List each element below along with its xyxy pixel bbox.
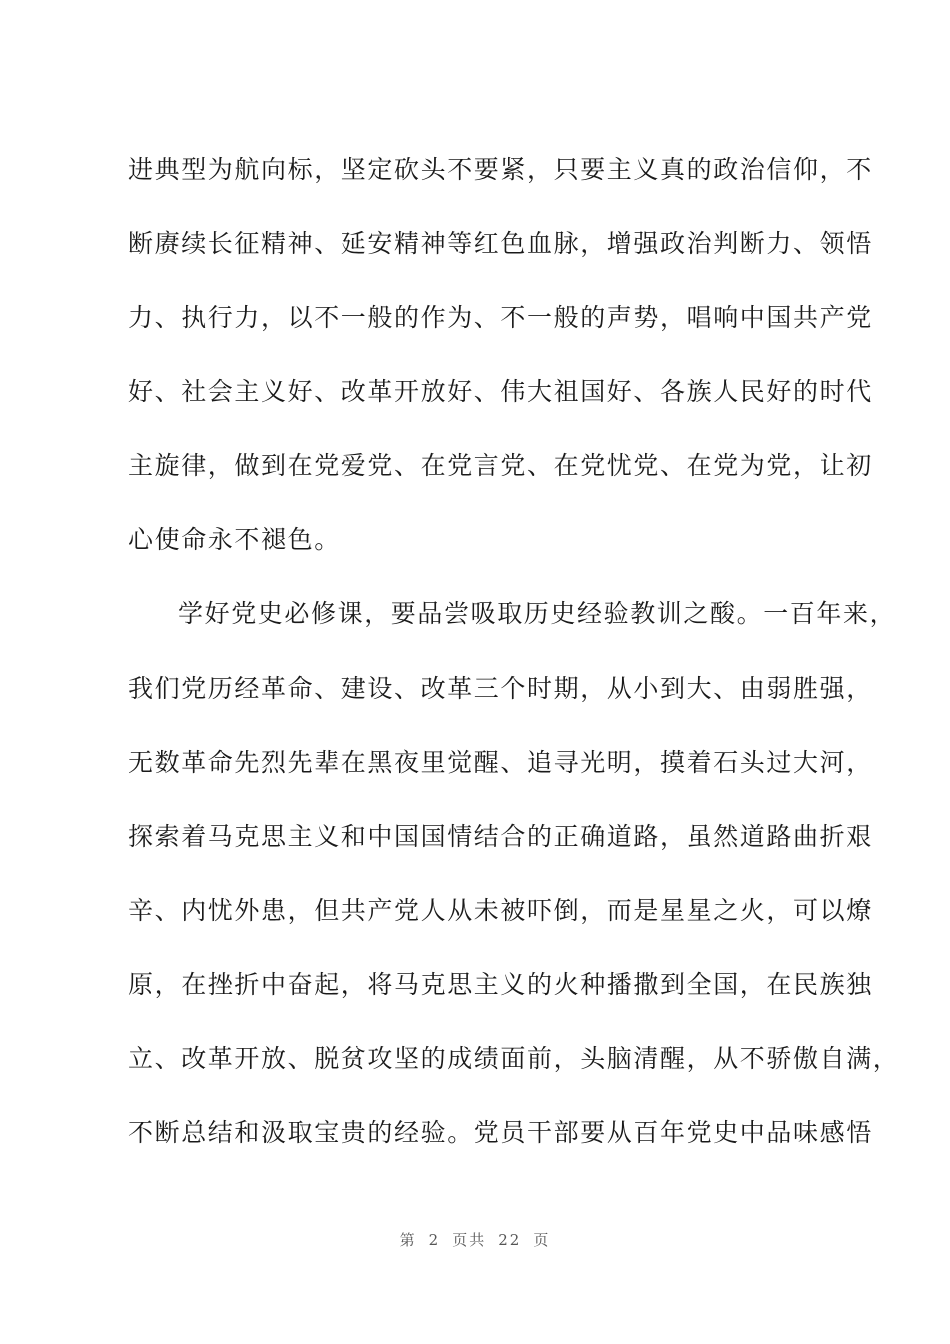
page-footer xyxy=(0,1229,950,1250)
text-line: 心使命永不褪色。 xyxy=(128,525,341,554)
text-line: 力、执行力，以不一般的作为、不一般的声势，唱响中国共产党 xyxy=(128,303,873,332)
page-total: 22 xyxy=(498,1231,522,1249)
text-line: 主旋律，做到在党爱党、在党言党、在党忧党、在党为党，让初 xyxy=(128,451,873,480)
footer-middle: 页共 xyxy=(452,1231,487,1249)
text-line: 断赓续长征精神、延安精神等红色血脉，增强政治判断力、领悟 xyxy=(128,229,873,258)
text-line: 我们党历经革命、建设、改革三个时期，从小到大、由弱胜强， xyxy=(128,674,873,703)
text-line: 不断总结和汲取宝贵的经验。党员干部要从百年党史中品味感悟 xyxy=(128,1118,873,1147)
footer-prefix: 第 xyxy=(399,1231,417,1249)
text-line: 无数革命先烈先辈在黑夜里觉醒、追寻光明，摸着石头过大河， xyxy=(128,748,873,777)
text-line: 探索着马克思主义和中国国情结合的正确道路，虽然道路曲折艰 xyxy=(128,822,873,851)
text-line: 辛、内忧外患，但共产党人从未被吓倒，而是星星之火，可以燎 xyxy=(128,896,873,925)
page-number: 2 xyxy=(428,1231,441,1249)
text-line: 进典型为航向标，坚定砍头不要紧，只要主义真的政治信仰，不 xyxy=(128,155,873,184)
text-line: 原，在挫折中奋起，将马克思主义的火种播撒到全国，在民族独 xyxy=(128,970,873,999)
text-line: 好、社会主义好、改革开放好、伟大祖国好、各族人民好的时代 xyxy=(128,377,873,406)
paragraph-first-line: 学好党史必修课，要品尝吸取历史经验教训之酸。一百年来， xyxy=(178,599,897,628)
footer-suffix: 页 xyxy=(533,1231,551,1249)
text-line: 立、改革开放、脱贫攻坚的成绩面前，头脑清醒，从不骄傲自满， xyxy=(128,1044,900,1073)
